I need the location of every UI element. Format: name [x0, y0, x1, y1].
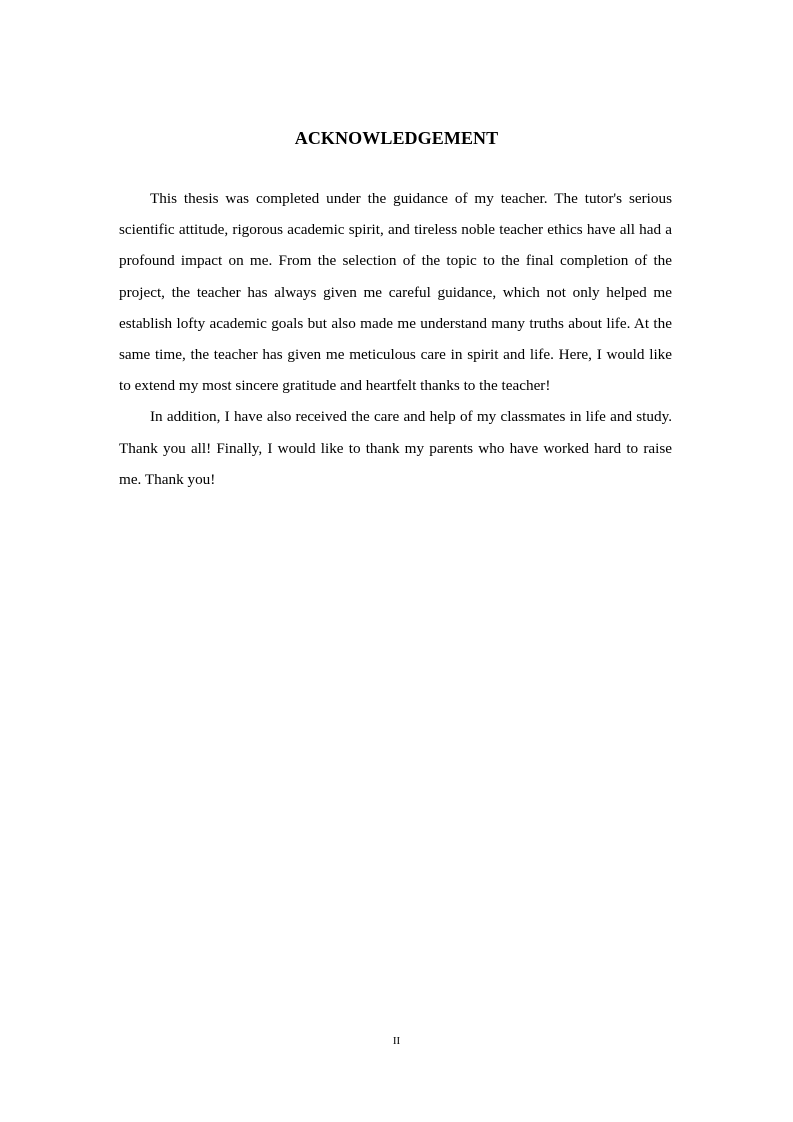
page-title: ACKNOWLEDGEMENT: [294, 128, 499, 148]
page-number: II: [392, 1035, 401, 1047]
acknowledgement-body: [119, 183, 672, 495]
paragraph-1: This thesis was completed under the guidance of my teacher. The tutor's serious scientific attitude, rigorous academic spirit, and tireless noble teacher ethics have all had a profound impact on me. From the selection of the topic to the final completion of the project, the teacher has always given me careful guidance, which not only helped me establish lofty academic goals but also made me understand many truths about life. At the same time, the teacher has given me meticulous care in spirit and life. Here, I would like to extend my most sincere gratitude and heartfelt thanks to the teacher!: [119, 190, 672, 395]
paragraph-2: In addition, I have also received the care and help of my classmates in life and study. Thank you all! Finally, I would like to thank my parents who have worked hard to raise me. Thank you!: [119, 408, 672, 488]
